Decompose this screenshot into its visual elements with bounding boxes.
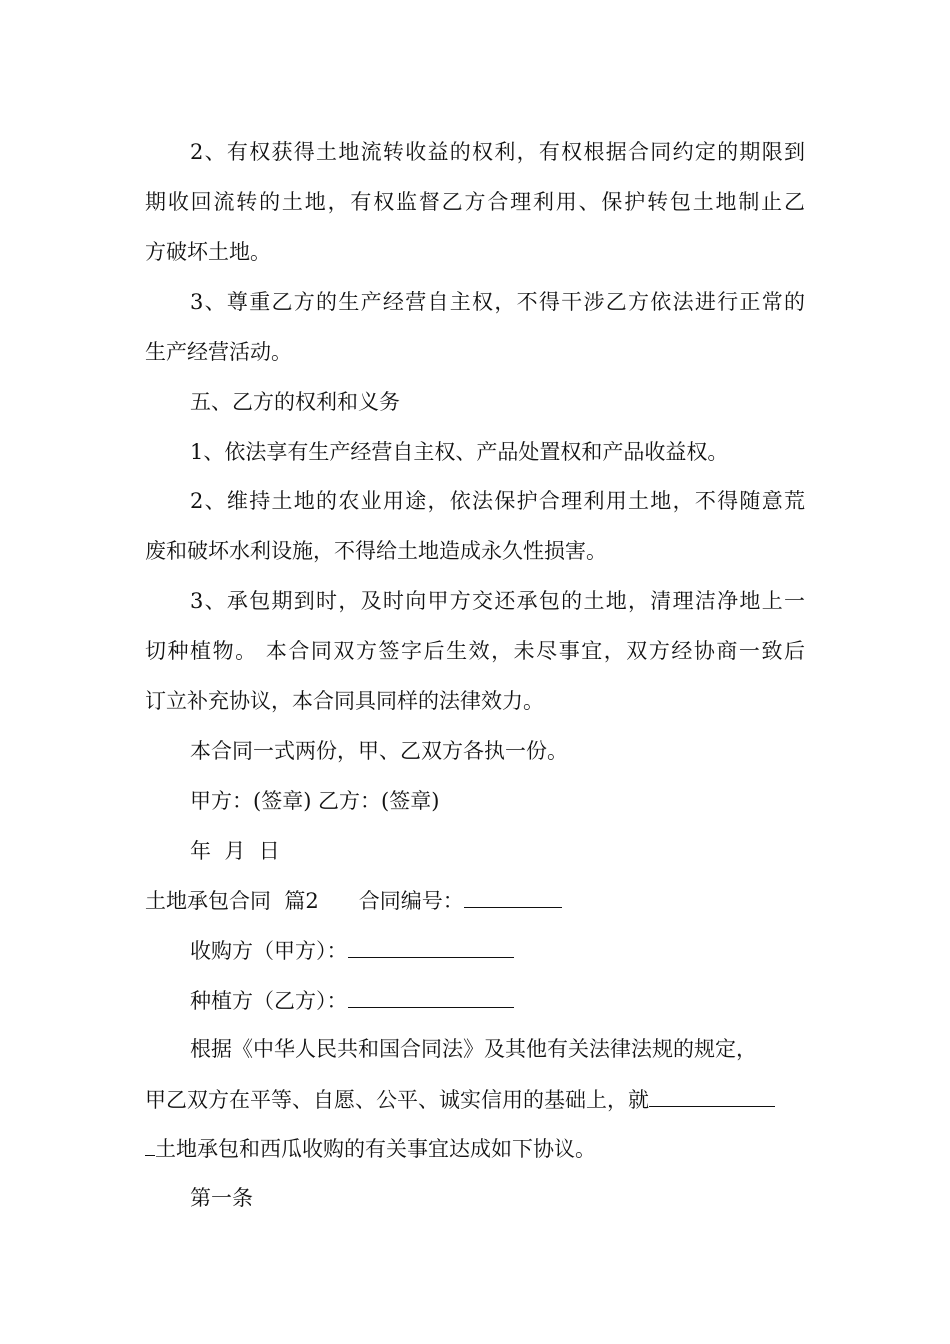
buyer-label: 收购方（甲方）： — [190, 939, 348, 963]
paragraph-line: 方破坏土地。 — [145, 240, 271, 264]
paragraph-line: 2、有权获得土地流转收益的权利，有权根据合同约定的期限到 — [190, 140, 805, 164]
paragraph-text: 甲乙双方在平等、自愿、公平、诚实信用的基础上，就 — [145, 1088, 649, 1112]
paragraph-line: 3、尊重乙方的生产经营自主权，不得干涉乙方依法进行正常的 — [190, 290, 805, 314]
paragraph-line-with-blank — [145, 1133, 596, 1163]
contract-number-blank[interactable] — [464, 885, 562, 908]
grower-label: 种植方（乙方）： — [190, 989, 348, 1013]
paragraph-line: 2、维持土地的农业用途，依法保护合理利用土地，不得随意荒 — [190, 489, 805, 513]
paragraph-line: 生产经营活动。 — [145, 340, 292, 364]
paragraph-line: 废和破坏水利设施，不得给土地造成永久性损害。 — [145, 539, 607, 563]
grower-row — [190, 985, 514, 1015]
subject-blank-cont[interactable] — [145, 1133, 155, 1156]
paragraph-text: 土地承包和西瓜收购的有关事宜达成如下协议。 — [155, 1137, 596, 1161]
paragraph-line: 根据《中华人民共和国合同法》及其他有关法律法规的规定， — [190, 1037, 757, 1061]
contract-number-label: 合同编号： — [358, 889, 464, 913]
paragraph-line: 1、依法享有生产经营自主权、产品处置权和产品收益权。 — [190, 440, 729, 464]
paragraph-line: 3、承包期到时，及时向甲方交还承包的土地，清理洁净地上一 — [190, 589, 805, 613]
paragraph-line-with-blank — [145, 1084, 775, 1114]
grower-blank[interactable] — [348, 985, 514, 1008]
date-line: 年 月 日 — [190, 839, 280, 863]
article-heading: 第一条 — [190, 1186, 253, 1210]
signature-line: 甲方：(签章) 乙方：(签章) — [190, 789, 440, 813]
paragraph-line: 本合同一式两份，甲、乙双方各执一份。 — [190, 739, 568, 763]
paragraph-line: 订立补充协议，本合同具同样的法律效力。 — [145, 689, 544, 713]
subject-blank[interactable] — [649, 1084, 775, 1107]
paragraph-line: 切种植物。 本合同双方签字后生效，未尽事宜，双方经协商一致后 — [145, 639, 805, 663]
paragraph-line: 期收回流转的土地，有权监督乙方合理利用、保护转包土地制止乙 — [145, 190, 805, 214]
section-heading: 五、乙方的权利和义务 — [190, 390, 400, 414]
contract-title-row — [145, 885, 562, 915]
contract-title: 土地承包合同 篇2 — [145, 889, 319, 913]
buyer-blank[interactable] — [348, 935, 514, 958]
buyer-row — [190, 935, 514, 965]
